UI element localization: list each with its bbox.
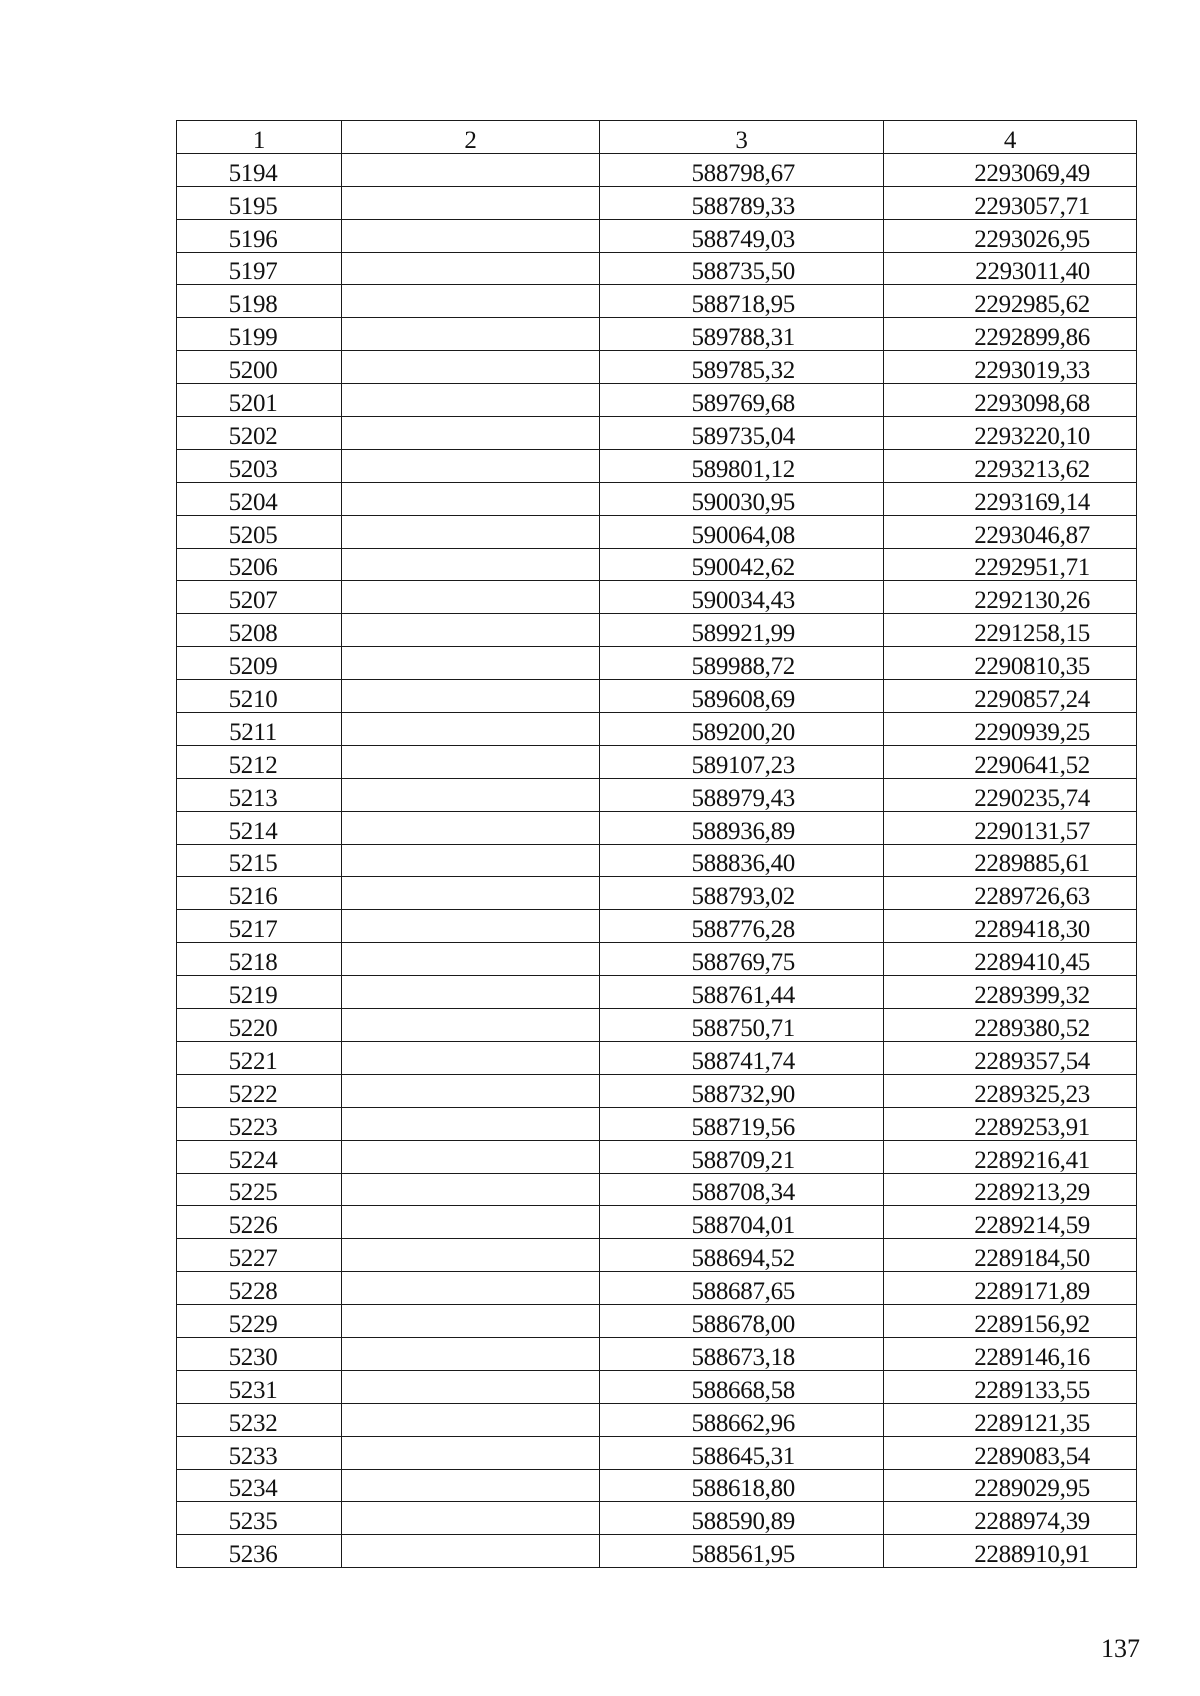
table-row: [177, 844, 1137, 877]
table-row: [177, 1370, 1137, 1403]
y-coordinate-cell: 2288910,91: [884, 1535, 1137, 1568]
y-coordinate-cell: 2293019,33: [884, 351, 1137, 384]
x-coordinate-cell: 589735,04: [600, 417, 884, 450]
table-row: [177, 976, 1137, 1009]
point-number-cell: 5226: [177, 1206, 342, 1239]
y-coordinate-cell: 2289325,23: [884, 1074, 1137, 1107]
point-number-cell: 5216: [177, 877, 342, 910]
y-coordinate-cell: 2289418,30: [884, 910, 1137, 943]
point-number-cell: 5224: [177, 1140, 342, 1173]
y-coordinate-cell: 2293057,71: [884, 186, 1137, 219]
page-number: 137: [1101, 1634, 1140, 1663]
point-number-cell: 5196: [177, 219, 342, 252]
point-number-cell: 5231: [177, 1370, 342, 1403]
point-number-cell: 5233: [177, 1436, 342, 1469]
table-row: [177, 910, 1137, 943]
description-cell: [342, 778, 600, 811]
column-header-2: 2: [342, 121, 600, 154]
y-coordinate-cell: 2293169,14: [884, 482, 1137, 515]
y-coordinate-cell: 2289410,45: [884, 943, 1137, 976]
description-cell: [342, 844, 600, 877]
column-header-1: 1: [177, 121, 342, 154]
table-row: [177, 318, 1137, 351]
point-number-cell: 5203: [177, 449, 342, 482]
table-row: [177, 1502, 1137, 1535]
description-cell: [342, 976, 600, 1009]
table-header: [177, 121, 1137, 154]
description-cell: [342, 1009, 600, 1042]
x-coordinate-cell: 588789,33: [600, 186, 884, 219]
y-coordinate-cell: 2293213,62: [884, 449, 1137, 482]
x-coordinate-cell: 588776,28: [600, 910, 884, 943]
table-row: [177, 680, 1137, 713]
point-number-cell: 5229: [177, 1305, 342, 1338]
y-coordinate-cell: 2290641,52: [884, 745, 1137, 778]
x-coordinate-cell: 589107,23: [600, 745, 884, 778]
y-coordinate-cell: 2293098,68: [884, 384, 1137, 417]
y-coordinate-cell: 2290857,24: [884, 680, 1137, 713]
description-cell: [342, 943, 600, 976]
table-row: [177, 1272, 1137, 1305]
description-cell: [342, 1403, 600, 1436]
point-number-cell: 5236: [177, 1535, 342, 1568]
y-coordinate-cell: 2293011,40: [884, 252, 1137, 285]
x-coordinate-cell: 588719,56: [600, 1107, 884, 1140]
y-coordinate-cell: 2293069,49: [884, 153, 1137, 186]
x-coordinate-cell: 588936,89: [600, 811, 884, 844]
point-number-cell: 5235: [177, 1502, 342, 1535]
point-number-cell: 5194: [177, 153, 342, 186]
x-coordinate-cell: 590042,62: [600, 548, 884, 581]
point-number-cell: 5214: [177, 811, 342, 844]
table-row: [177, 877, 1137, 910]
description-cell: [342, 186, 600, 219]
description-cell: [342, 1272, 600, 1305]
x-coordinate-cell: 588979,43: [600, 778, 884, 811]
point-number-cell: 5219: [177, 976, 342, 1009]
y-coordinate-cell: 2289171,89: [884, 1272, 1137, 1305]
table-row: [177, 745, 1137, 778]
point-number-cell: 5204: [177, 482, 342, 515]
description-cell: [342, 1502, 600, 1535]
description-cell: [342, 1535, 600, 1568]
table-row: [177, 449, 1137, 482]
x-coordinate-cell: 588749,03: [600, 219, 884, 252]
x-coordinate-cell: 590034,43: [600, 581, 884, 614]
x-coordinate-cell: 588735,50: [600, 252, 884, 285]
y-coordinate-cell: 2292985,62: [884, 285, 1137, 318]
point-number-cell: 5199: [177, 318, 342, 351]
description-cell: [342, 285, 600, 318]
table-row: [177, 1107, 1137, 1140]
description-cell: [342, 1140, 600, 1173]
description-cell: [342, 877, 600, 910]
x-coordinate-cell: 589801,12: [600, 449, 884, 482]
x-coordinate-cell: 588793,02: [600, 877, 884, 910]
description-cell: [342, 745, 600, 778]
description-cell: [342, 1173, 600, 1206]
point-number-cell: 5215: [177, 844, 342, 877]
y-coordinate-cell: 2289146,16: [884, 1337, 1137, 1370]
x-coordinate-cell: 588741,74: [600, 1041, 884, 1074]
point-number-cell: 5234: [177, 1469, 342, 1502]
description-cell: [342, 811, 600, 844]
x-coordinate-cell: 589988,72: [600, 647, 884, 680]
x-coordinate-cell: 588662,96: [600, 1403, 884, 1436]
point-number-cell: 5200: [177, 351, 342, 384]
y-coordinate-cell: 2289156,92: [884, 1305, 1137, 1338]
description-cell: [342, 449, 600, 482]
point-number-cell: 5197: [177, 252, 342, 285]
point-number-cell: 5225: [177, 1173, 342, 1206]
description-cell: [342, 614, 600, 647]
point-number-cell: 5230: [177, 1337, 342, 1370]
table-row: [177, 1337, 1137, 1370]
table-row: [177, 1239, 1137, 1272]
x-coordinate-cell: 588709,21: [600, 1140, 884, 1173]
table-row: [177, 1469, 1137, 1502]
y-coordinate-cell: 2289133,55: [884, 1370, 1137, 1403]
x-coordinate-cell: 588769,75: [600, 943, 884, 976]
description-cell: [342, 1074, 600, 1107]
table-body: [177, 153, 1137, 1567]
table-row: [177, 647, 1137, 680]
y-coordinate-cell: 2289399,32: [884, 976, 1137, 1009]
table-row: [177, 1436, 1137, 1469]
table-row: [177, 417, 1137, 450]
x-coordinate-cell: 588761,44: [600, 976, 884, 1009]
table-row: [177, 943, 1137, 976]
point-number-cell: 5209: [177, 647, 342, 680]
point-number-cell: 5207: [177, 581, 342, 614]
x-coordinate-cell: 588694,52: [600, 1239, 884, 1272]
x-coordinate-cell: 590064,08: [600, 515, 884, 548]
x-coordinate-cell: 588708,34: [600, 1173, 884, 1206]
description-cell: [342, 581, 600, 614]
table-row: [177, 778, 1137, 811]
y-coordinate-cell: 2292951,71: [884, 548, 1137, 581]
table-row: [177, 581, 1137, 614]
point-number-cell: 5212: [177, 745, 342, 778]
point-number-cell: 5202: [177, 417, 342, 450]
y-coordinate-cell: 2292130,26: [884, 581, 1137, 614]
description-cell: [342, 318, 600, 351]
x-coordinate-cell: 588718,95: [600, 285, 884, 318]
x-coordinate-cell: 588687,65: [600, 1272, 884, 1305]
y-coordinate-cell: 2289885,61: [884, 844, 1137, 877]
x-coordinate-cell: 589200,20: [600, 713, 884, 746]
y-coordinate-cell: 2289083,54: [884, 1436, 1137, 1469]
header-row: [177, 121, 1137, 154]
table-row: [177, 285, 1137, 318]
point-number-cell: 5201: [177, 384, 342, 417]
point-number-cell: 5228: [177, 1272, 342, 1305]
point-number-cell: 5221: [177, 1041, 342, 1074]
table-row: [177, 713, 1137, 746]
y-coordinate-cell: 2290939,25: [884, 713, 1137, 746]
point-number-cell: 5195: [177, 186, 342, 219]
point-number-cell: 5213: [177, 778, 342, 811]
x-coordinate-cell: 589608,69: [600, 680, 884, 713]
table-row: [177, 351, 1137, 384]
y-coordinate-cell: 2292899,86: [884, 318, 1137, 351]
point-number-cell: 5217: [177, 910, 342, 943]
y-coordinate-cell: 2289121,35: [884, 1403, 1137, 1436]
y-coordinate-cell: 2289216,41: [884, 1140, 1137, 1173]
table-row: [177, 1173, 1137, 1206]
table-row: [177, 482, 1137, 515]
y-coordinate-cell: 2293046,87: [884, 515, 1137, 548]
point-number-cell: 5206: [177, 548, 342, 581]
x-coordinate-cell: 588668,58: [600, 1370, 884, 1403]
table-row: [177, 1403, 1137, 1436]
description-cell: [342, 482, 600, 515]
x-coordinate-cell: 588836,40: [600, 844, 884, 877]
description-cell: [342, 647, 600, 680]
y-coordinate-cell: 2289213,29: [884, 1173, 1137, 1206]
description-cell: [342, 153, 600, 186]
coordinates-table: [176, 120, 1137, 1568]
y-coordinate-cell: 2289253,91: [884, 1107, 1137, 1140]
x-coordinate-cell: 589785,32: [600, 351, 884, 384]
point-number-cell: 5211: [177, 713, 342, 746]
description-cell: [342, 1337, 600, 1370]
table-row: [177, 1140, 1137, 1173]
y-coordinate-cell: 2289357,54: [884, 1041, 1137, 1074]
table-row: [177, 219, 1137, 252]
y-coordinate-cell: 2289726,63: [884, 877, 1137, 910]
x-coordinate-cell: 589769,68: [600, 384, 884, 417]
table-row: [177, 1009, 1137, 1042]
x-coordinate-cell: 588732,90: [600, 1074, 884, 1107]
description-cell: [342, 1469, 600, 1502]
table-row: [177, 186, 1137, 219]
y-coordinate-cell: 2293026,95: [884, 219, 1137, 252]
point-number-cell: 5210: [177, 680, 342, 713]
description-cell: [342, 1239, 600, 1272]
point-number-cell: 5220: [177, 1009, 342, 1042]
table-row: [177, 515, 1137, 548]
x-coordinate-cell: 588798,67: [600, 153, 884, 186]
description-cell: [342, 219, 600, 252]
description-cell: [342, 1041, 600, 1074]
y-coordinate-cell: 2293220,10: [884, 417, 1137, 450]
x-coordinate-cell: 588678,00: [600, 1305, 884, 1338]
description-cell: [342, 548, 600, 581]
x-coordinate-cell: 588645,31: [600, 1436, 884, 1469]
table-row: [177, 384, 1137, 417]
description-cell: [342, 1436, 600, 1469]
table-row: [177, 811, 1137, 844]
table-row: [177, 548, 1137, 581]
description-cell: [342, 384, 600, 417]
column-header-4: 4: [884, 121, 1137, 154]
y-coordinate-cell: 2290810,35: [884, 647, 1137, 680]
point-number-cell: 5208: [177, 614, 342, 647]
table-row: [177, 153, 1137, 186]
y-coordinate-cell: 2290235,74: [884, 778, 1137, 811]
x-coordinate-cell: 589788,31: [600, 318, 884, 351]
y-coordinate-cell: 2289029,95: [884, 1469, 1137, 1502]
description-cell: [342, 1305, 600, 1338]
y-coordinate-cell: 2291258,15: [884, 614, 1137, 647]
description-cell: [342, 1206, 600, 1239]
point-number-cell: 5223: [177, 1107, 342, 1140]
x-coordinate-cell: 588618,80: [600, 1469, 884, 1502]
x-coordinate-cell: 589921,99: [600, 614, 884, 647]
description-cell: [342, 417, 600, 450]
point-number-cell: 5205: [177, 515, 342, 548]
y-coordinate-cell: 2288974,39: [884, 1502, 1137, 1535]
column-header-3: 3: [600, 121, 884, 154]
table-row: [177, 1206, 1137, 1239]
description-cell: [342, 1370, 600, 1403]
point-number-cell: 5227: [177, 1239, 342, 1272]
x-coordinate-cell: 588673,18: [600, 1337, 884, 1370]
point-number-cell: 5222: [177, 1074, 342, 1107]
x-coordinate-cell: 588750,71: [600, 1009, 884, 1042]
description-cell: [342, 351, 600, 384]
y-coordinate-cell: 2289380,52: [884, 1009, 1137, 1042]
table-row: [177, 1074, 1137, 1107]
table-row: [177, 1305, 1137, 1338]
table-row: [177, 252, 1137, 285]
x-coordinate-cell: 590030,95: [600, 482, 884, 515]
description-cell: [342, 713, 600, 746]
table-row: [177, 614, 1137, 647]
description-cell: [342, 680, 600, 713]
y-coordinate-cell: 2289214,59: [884, 1206, 1137, 1239]
description-cell: [342, 910, 600, 943]
table-row: [177, 1535, 1137, 1568]
y-coordinate-cell: 2289184,50: [884, 1239, 1137, 1272]
point-number-cell: 5198: [177, 285, 342, 318]
description-cell: [342, 1107, 600, 1140]
table-row: [177, 1041, 1137, 1074]
point-number-cell: 5232: [177, 1403, 342, 1436]
y-coordinate-cell: 2290131,57: [884, 811, 1137, 844]
x-coordinate-cell: 588590,89: [600, 1502, 884, 1535]
x-coordinate-cell: 588561,95: [600, 1535, 884, 1568]
description-cell: [342, 515, 600, 548]
point-number-cell: 5218: [177, 943, 342, 976]
description-cell: [342, 252, 600, 285]
x-coordinate-cell: 588704,01: [600, 1206, 884, 1239]
